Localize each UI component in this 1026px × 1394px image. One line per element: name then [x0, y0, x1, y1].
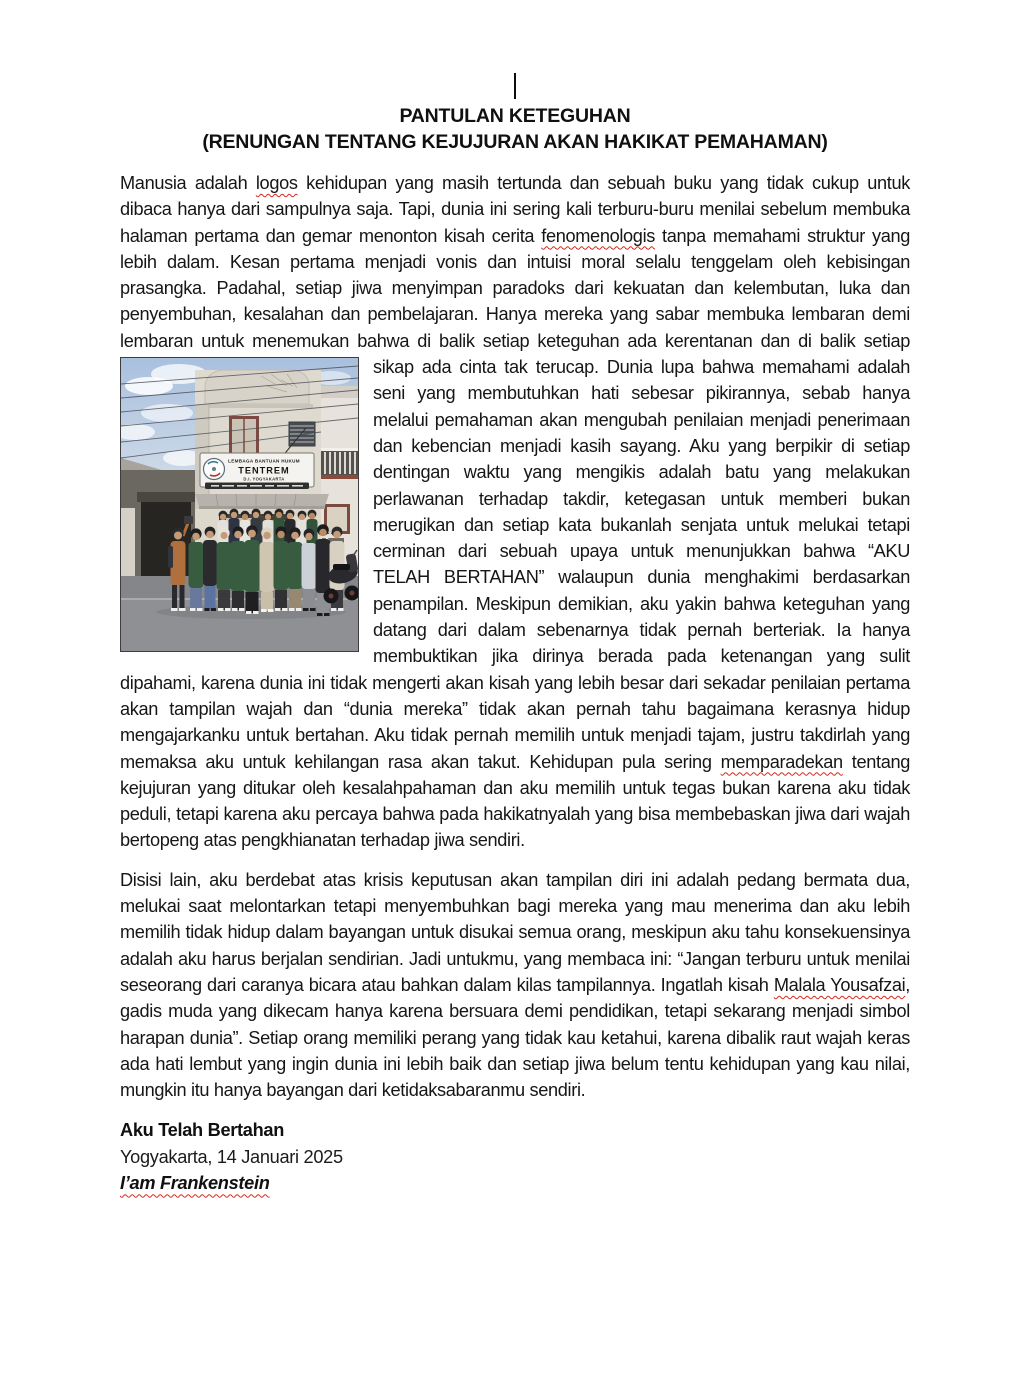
text-cursor: [514, 73, 517, 99]
text-run: Disisi lain, aku berdebat atas krisis keputusan akan tampilan diri ini adalah pedang bermata dua, melukai saat melontarkan tetapi menyembuhkan bagi mereka yang mau menerima dan aku lebih memilih tidak hidup dalam bayangan untuk disukai semua orang, meskipun aku tahu konsekuensinya adalah aku harus berjalan sendirian. Jadi untukmu, yang membaca ini: “Jangan terburu untuk menilai seseorang dari caranya bicara atau bahkan dalam kilas tampilannya. Ingatlah kisah: [120, 869, 910, 995]
text-run: kehidupan yang masih tertunda dan sebuah buku yang tidak cukup untuk dibaca hanya dari sampulnya saja. Tapi, dunia ini sering kali terburu-buru menilai sebelum membuka halaman pertama dan gemar menonton kisah cerita: [120, 173, 910, 246]
sign-text-line2: TENTREM: [238, 465, 290, 476]
group-photo[interactable]: [120, 357, 359, 652]
canopy: [195, 494, 329, 509]
text-run: di balik setiap sikap ada cinta tak terucap. Dunia lupa bahwa memahami adalah seni yang membutuhkan hati sebesar pikirannya, sebab hanya melalui pemahaman akan mengubah penilaian menjadi penerimaan dan kebencian menjadi kasih sayang. Aku yang berpikir di setiap dentingan waktu yang mengikis adalah batu yang melakukan perlawanan terhadap takdir, ketegasan untuk memberi bukan merugikan dan setiap kata bukanlah senjata untuk melukai tetapi cerminan dari sebuah upaya untuk menunjukkan bahwa “AKU TELAH BERTAHAN” walaupun dunia menghakimi berdasarkan penampilan. Meskipun demikian, aku yakin bahwa keteguhan yang datang dari dalam sebenarnya tidak pernah berteriak. Ia hanya membuktikan jika dirinya berada pada ketenangan yang sulit dipahami, karena dunia ini tidak mengerti akan kisah yang lebih besar dari sekadar penilaian pertama akan tampilan wajah dan “dunia mereka” tidak akan pernah tahu bagaimana kerasnya hidup mengajarkanku untuk bertahan. Aku tidak pernah memilih untuk menjadi tajam, justru takdirlah yang memaksa aku untuk kehilangan rasa akan takut. Kehidupan pula sering: [120, 330, 910, 772]
misspelled-word: fenomenologis: [541, 225, 655, 246]
misspelled-word: Malala Yousafzai: [773, 974, 906, 995]
text-run: , gadis muda yang dikecam hanya karena bersuara demi pendidikan, tetapi sekarang menjadi simbol harapan dunia”. Setiap orang memiliki perang yang tidak kau ketahui, karena dibalik raut wajah keras ada hati lembut yang ingin dunia ini lebih baik dan setiap jiwa belum tentu kehidupan yang kau nilai, mungkin itu hanya bayangan dari ketidaksabaranmu sendiri.: [120, 974, 910, 1101]
people-front-row: [168, 516, 345, 616]
document-title-line2: (RENUNGAN TENTANG KEJUJURAN AKAN HAKIKAT PEMAHAMAN): [202, 131, 828, 153]
paragraph-1: [120, 170, 910, 854]
misspelled-word: memparadekan: [720, 751, 843, 772]
misspelled-word: logos: [255, 173, 298, 193]
signature-place-date: Yogyakarta, 14 Januari 2025: [120, 1146, 343, 1167]
text-run: tentang kejujuran yang ditukar oleh kesalahpahaman dan aku memilih untuk tegas bukan karena aku tidak peduli, tetapi karena aku percaya bahwa pada hakikatnyalah yang bisa membebaskan jiwa dari wajah bertopeng atas pengkhianatan terhadap jiwa sendiri.: [120, 751, 911, 851]
text-run: Manusia adalah: [120, 173, 256, 193]
group-photo-illustration: [121, 358, 358, 651]
document-title-line1: PANTULAN KETEGUHAN: [399, 105, 631, 127]
signature-title: Aku Telah Bertahan: [120, 1120, 285, 1141]
caret-line: [120, 73, 910, 103]
sign-logo-icon: [204, 459, 225, 480]
sign-text-line1: LEMBAGA BANTUAN HUKUM: [228, 458, 300, 464]
louver-vent: [289, 422, 315, 446]
paragraph-2: [120, 867, 910, 1104]
sign-board: [200, 453, 314, 489]
text-run: tanpa memahami struktur yang lebih dalam. Kesan pertama menjadi vonis dan intuisi moral selalu tenggelam oleh kebisingan prasangka. Padahal, setiap jiwa menyimpan paradoks dari kekuatan dan kelembutan, luka dan penyembuhan, kesalahan dan pembelajaran. Hanya mereka yang sabar membuka lembaran demi lembaran untuk menemukan bahwa di balik setiap keteguhan ada kerentanan dan: [120, 225, 911, 351]
signature-author: I’am Frankenstein: [120, 1173, 270, 1194]
sign-text-line3: D.I. YOGYAKARTA: [243, 476, 285, 482]
signature-block: [120, 1117, 910, 1197]
